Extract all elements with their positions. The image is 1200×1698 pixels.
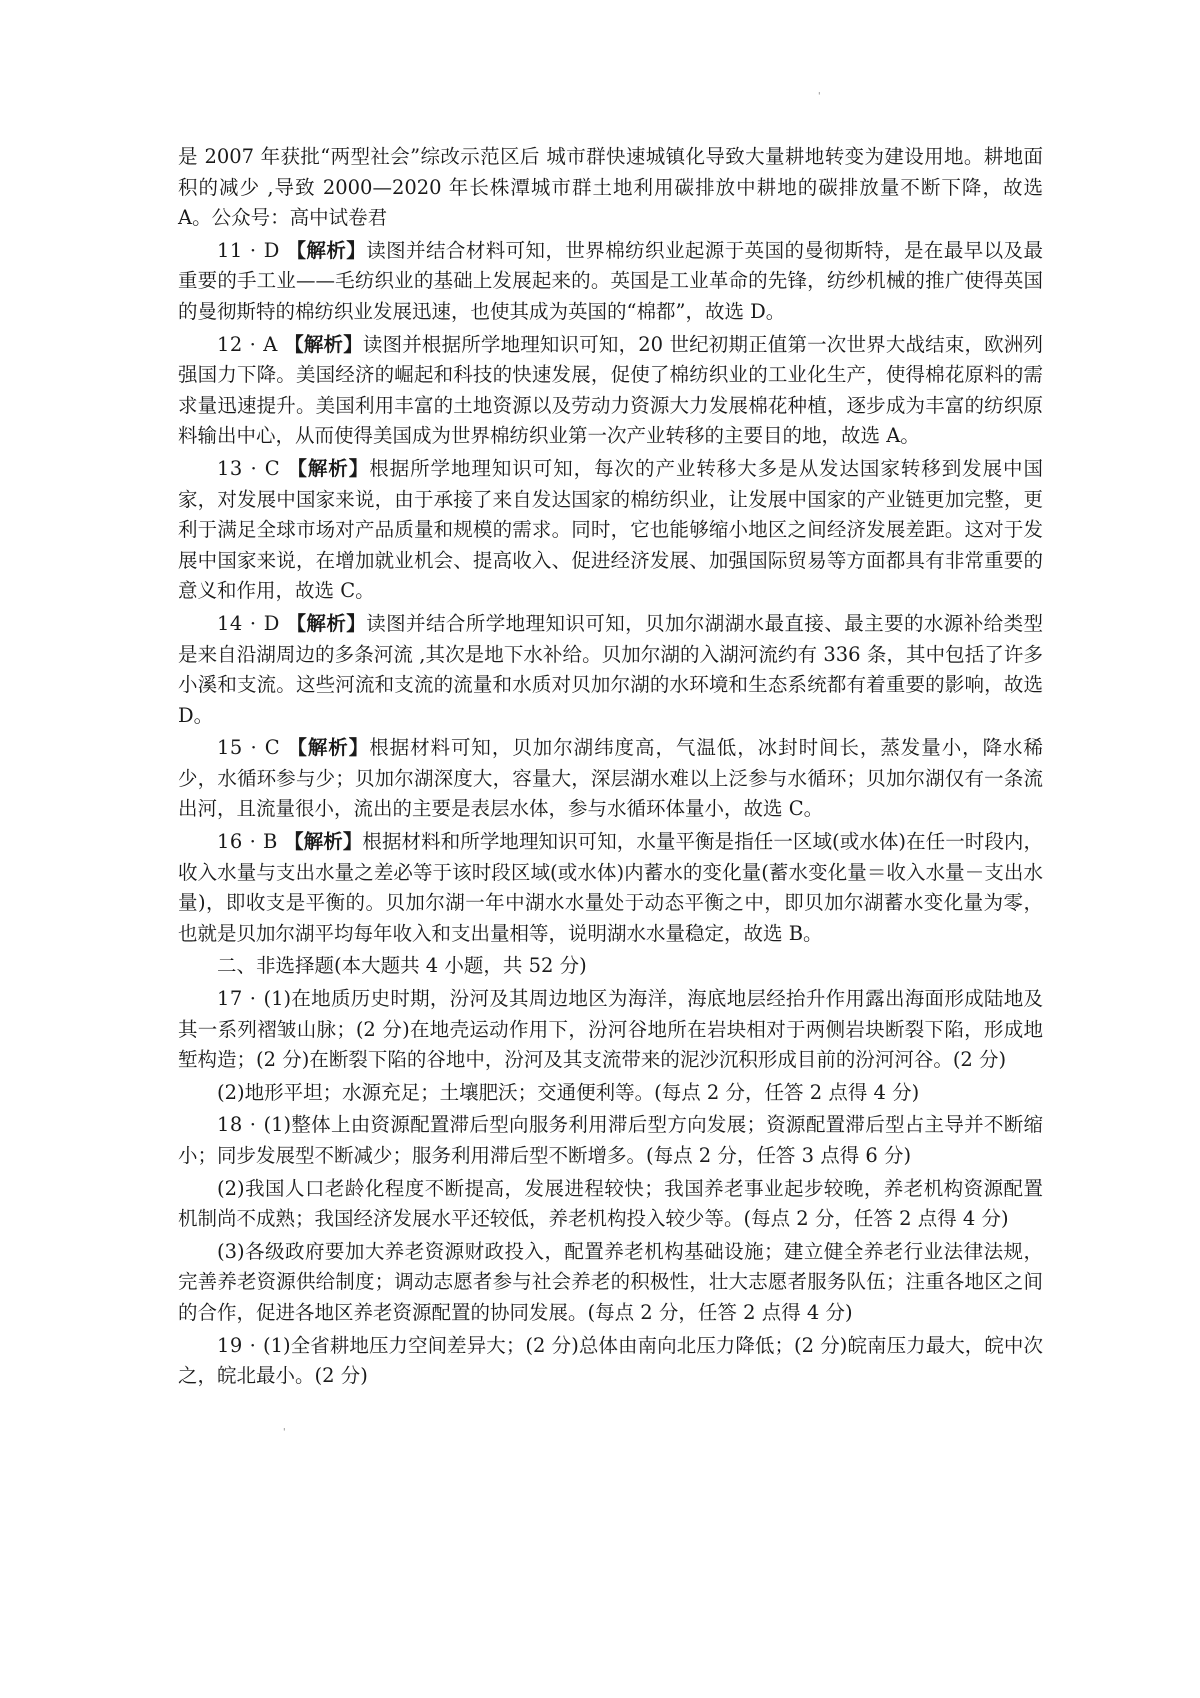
answer-q16 xyxy=(178,827,1043,949)
question-number: 18 · xyxy=(217,1113,264,1137)
answer-q19-part1 xyxy=(178,1331,1043,1392)
question-number: 17 · xyxy=(217,987,264,1011)
page-mark-top: ' xyxy=(818,92,821,102)
section-heading-non-choice xyxy=(178,951,1043,982)
answer-q18-part2 xyxy=(178,1174,1043,1235)
answer-q13 xyxy=(178,454,1043,607)
question-number: 16 · B xyxy=(217,830,278,854)
analysis-tag: 【解析】 xyxy=(286,611,367,635)
analysis-tag: 【解析】 xyxy=(287,456,370,480)
question-number: 11 · D xyxy=(217,238,280,262)
answer-q12 xyxy=(178,330,1043,452)
answer-q17-part2 xyxy=(178,1078,1043,1109)
answer-text: 根据材料和所学地理知识可知，水量平衡是指任一区域(或水体)在任一时段内，收入水量与支出水量之差必等于该时段区域(或水体)内蓄水的变化量(蓄水变化量＝收入水量－支出水量)，即收支是平衡的。贝加尔湖一年中湖水水量处于动态平衡之中，即贝加尔湖蓄水变化量为零，也就是贝加尔湖平均每年收入和支出量相等，说明湖水水量稳定，故选 B。 xyxy=(178,830,1043,945)
paragraph-q10-continuation xyxy=(178,142,1043,234)
answer-q18-part1 xyxy=(178,1110,1043,1171)
answer-text: 读图并结合所学地理知识可知，贝加尔湖湖水最直接、最主要的水源补给类型是来自沿湖周边的多条河流 ,其次是地下水补给。贝加尔湖的入湖河流约有 336 条，其中包括了许多小溪和支流。这些河流和支流的流量和水质对贝加尔湖的水环境和生态系统都有着重要的影响，故选 D。 xyxy=(178,611,1043,727)
answer-text: 根据材料可知，贝加尔湖纬度高，气温低，冰封时间长，蒸发量小，降水稀少，水循环参与少；贝加尔湖深度大，容量大，深层湖水难以上泛参与水循环；贝加尔湖仅有一条流出河，且流量很小，流出的主要是表层水体，参与水循环体量小，故选 C。 xyxy=(178,736,1043,821)
question-number: 12 · A xyxy=(217,332,278,356)
document-body xyxy=(178,142,1043,1394)
question-number: 19 · xyxy=(217,1333,264,1357)
answer-q14 xyxy=(178,609,1043,731)
analysis-tag: 【解析】 xyxy=(284,332,363,356)
answer-text: (2)我国人口老龄化程度不断提高，发展进程较快；我国养老事业起步较晚，养老机构资源配置机制尚不成熟；我国经济发展水平还较低，养老机构投入较少等。(每点 2 分，任答 2 点得 4 分) xyxy=(178,1176,1043,1231)
answer-q11 xyxy=(178,236,1043,328)
question-number: 13 · C xyxy=(217,456,281,480)
answer-text: (1)整体上由资源配置滞后型向服务利用滞后型方向发展；资源配置滞后型占主导并不断缩小；同步发展型不断减少；服务利用滞后型不断增多。(每点 2 分，任答 3 点得 6 分) xyxy=(178,1113,1043,1167)
answer-text: (1)在地质历史时期，汾河及其周边地区为海洋，海底地层经抬升作用露出海面形成陆地及其一系列褶皱山脉；(2 分)在地壳运动作用下，汾河谷地所在岩块相对于两侧岩块断裂下陷，形成地堑构造；(2 分)在断裂下陷的谷地中，汾河及其支流带来的泥沙沉积形成目前的汾河河谷。(2 分) xyxy=(178,987,1043,1072)
answer-text: (1)全省耕地压力空间差异大；(2 分)总体由南向北压力降低；(2 分)皖南压力最大，皖中次之，皖北最小。(2 分) xyxy=(178,1333,1043,1388)
question-number: 14 · D xyxy=(217,611,280,635)
answer-q17-part1 xyxy=(178,984,1043,1076)
answer-q18-part3 xyxy=(178,1237,1043,1329)
answer-text: (3)各级政府要加大养老资源财政投入，配置养老机构基础设施；建立健全养老行业法律法规，完善养老资源供给制度；调动志愿者参与社会养老的积极性，壮大志愿者服务队伍；注重各地区之间的合作，促进各地区养老资源配置的协同发展。(每点 2 分，任答 2 点得 4 分) xyxy=(178,1239,1043,1324)
answer-q15 xyxy=(178,733,1043,825)
analysis-tag: 【解析】 xyxy=(287,736,370,760)
paragraph-text: 是 2007 年获批“两型社会”综改示范区后 城市群快速城镇化导致大量耕地转变为建设用地。耕地面积的减少 ,导致 2000—2020 年长株潭城市群土地利用碳排放中耕地的碳排放量不断下降，故选 A。公众号：高中试卷君 xyxy=(178,145,1043,230)
analysis-tag: 【解析】 xyxy=(286,238,367,262)
question-number: 15 · C xyxy=(217,736,281,760)
answer-text: 读图并结合材料可知，世界棉纺织业起源于英国的曼彻斯特，是在最早以及最重要的手工业——毛纺织业的基础上发展起来的。英国是工业革命的先锋，纺纱机械的推广使得英国的曼彻斯特的棉纺织业发展迅速，也使其成为英国的“棉都”，故选 D。 xyxy=(178,238,1043,323)
page-mark-bottom: ' xyxy=(283,1428,286,1438)
analysis-tag: 【解析】 xyxy=(284,830,363,854)
section-heading-text: 二、非选择题(本大题共 4 小题，共 52 分) xyxy=(217,954,587,978)
answer-text: 根据所学地理知识可知，每次的产业转移大多是从发达国家转移到发展中国家，对发展中国家来说，由于承接了来自发达国家的棉纺织业，让发展中国家的产业链更加完整，更利于满足全球市场对产品质量和规模的需求。同时，它也能够缩小地区之间经济发展差距。这对于发展中国家来说，在增加就业机会、提高收入、促进经济发展、加强国际贸易等方面都具有非常重要的意义和作用，故选 C。 xyxy=(178,456,1043,603)
answer-text: (2)地形平坦；水源充足；土壤肥沃；交通便利等。(每点 2 分，任答 2 点得 4 分) xyxy=(217,1080,920,1104)
answer-text: 读图并根据所学地理知识可知，20 世纪初期正值第一次世界大战结束，欧洲列强国力下降。美国经济的崛起和科技的快速发展，促使了棉纺织业的工业化生产，使得棉花原料的需求量迅速提升。美国利用丰富的土地资源以及劳动力资源大力发展棉花种植，逐步成为丰富的纺织原料输出中心，从而使得美国成为世界棉纺织业第一次产业转移的主要目的地，故选 A。 xyxy=(178,332,1043,448)
